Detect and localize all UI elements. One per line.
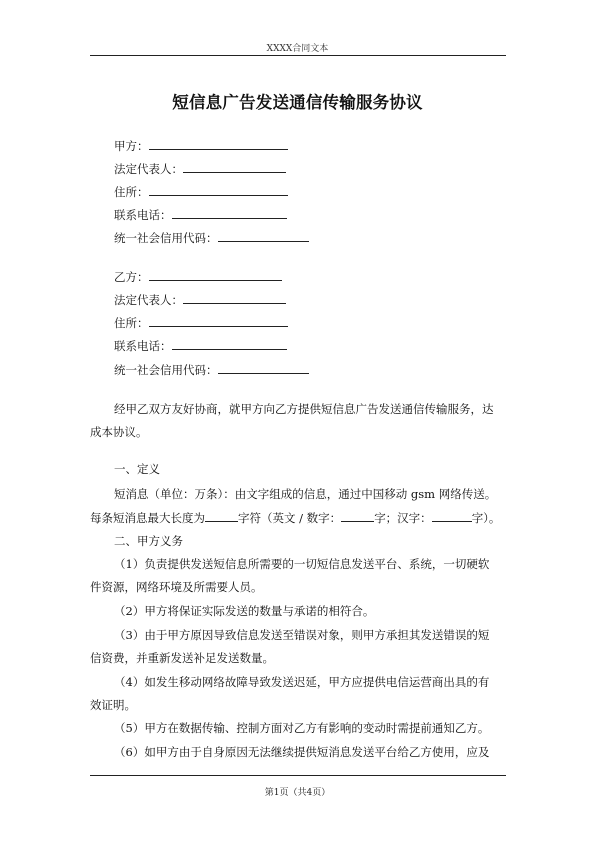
- chinese-char-label: 字；汉字：: [374, 511, 432, 525]
- intro-line-1: 经甲乙双方友好协商，就甲方向乙方提供短信息广告发送通信传输服务，达: [114, 402, 494, 416]
- section-1-line-1: 短消息（单位：万条）：由文字组成的信息，通过中国移动 gsm 网络传送。: [114, 487, 497, 501]
- party-b-credit-field: [114, 361, 309, 377]
- section-1-heading: 一、定义: [114, 462, 160, 476]
- party-b-phone-field: [114, 337, 287, 353]
- party-b-name-label: 乙方：: [114, 270, 149, 284]
- item-3-line-1: （3）由于甲方原因导致信息发送至错误对象，则甲方承担其发送错误的短: [114, 628, 490, 642]
- party-b-phone-label: 联系电话：: [114, 339, 172, 353]
- party-b-rep-blank[interactable]: [183, 291, 286, 304]
- max-length-blank[interactable]: [205, 510, 238, 522]
- item-1-line-2: 件资源，网络环境及所需要人员。: [90, 580, 263, 594]
- party-a-name-field: [114, 137, 288, 153]
- english-digit-label: 字符（英文 / 数字：: [238, 511, 342, 525]
- party-a-address-label: 住所：: [114, 185, 149, 199]
- section-1-line-2: [90, 510, 500, 526]
- line-end-label: 字）。: [471, 511, 501, 525]
- item-6: （6）如甲方由于自身原因无法继续提供短消息发送平台给乙方使用，应及: [114, 745, 490, 759]
- party-a-rep-field: [114, 160, 286, 176]
- item-5: （5）甲方在数据传输、控制方面对乙方有影响的变动时需提前通知乙方。: [114, 721, 490, 735]
- max-length-label: 每条短消息最大长度为: [90, 511, 205, 525]
- item-4-line-2: 效证明。: [90, 698, 136, 712]
- party-b-phone-blank[interactable]: [172, 337, 287, 350]
- party-a-rep-label: 法定代表人：: [114, 162, 183, 176]
- party-b-name-field: [114, 268, 282, 284]
- section-2-heading: 二、甲方义务: [114, 534, 183, 548]
- party-b-rep-field: [114, 291, 286, 307]
- item-1-line-1: （1）负责提供发送短信息所需要的一切短信息发送平台、系统，一切硬软: [114, 557, 490, 571]
- page-header: XXXX合同文本: [266, 44, 329, 54]
- item-2: （2）甲方将保证实际发送的数量与承诺的相符合。: [114, 604, 375, 618]
- party-a-credit-field: [114, 229, 309, 245]
- document-title: 短信息广告发送通信传输服务协议: [172, 93, 423, 112]
- footer-rule: [90, 775, 506, 776]
- party-b-address-blank[interactable]: [149, 314, 288, 327]
- party-a-address-blank[interactable]: [149, 183, 288, 196]
- chinese-char-blank[interactable]: [432, 510, 472, 522]
- party-a-name-label: 甲方：: [114, 139, 149, 153]
- party-a-address-field: [114, 183, 288, 199]
- party-b-address-field: [114, 314, 288, 330]
- party-a-phone-blank[interactable]: [172, 206, 287, 219]
- intro-line-2: 成本协议。: [90, 425, 148, 439]
- header-rule: [90, 55, 506, 56]
- party-a-credit-label: 统一社会信用代码：: [114, 231, 218, 245]
- party-b-credit-blank[interactable]: [218, 361, 309, 374]
- english-digit-blank[interactable]: [341, 510, 374, 522]
- party-a-rep-blank[interactable]: [183, 160, 286, 173]
- party-a-phone-field: [114, 206, 287, 222]
- party-a-name-blank[interactable]: [149, 137, 288, 150]
- party-a-phone-label: 联系电话：: [114, 208, 172, 222]
- item-3-line-2: 信资费，并重新发送补足发送数量。: [90, 651, 274, 665]
- party-b-name-blank[interactable]: [149, 268, 282, 281]
- item-4-line-1: （4）如发生移动网络故障导致发送迟延，甲方应提供电信运营商出具的有: [114, 675, 490, 689]
- party-b-address-label: 住所：: [114, 316, 149, 330]
- party-b-rep-label: 法定代表人：: [114, 293, 183, 307]
- page-footer: 第1页（共4页）: [264, 788, 331, 798]
- party-a-credit-blank[interactable]: [218, 229, 309, 242]
- party-b-credit-label: 统一社会信用代码：: [114, 363, 218, 377]
